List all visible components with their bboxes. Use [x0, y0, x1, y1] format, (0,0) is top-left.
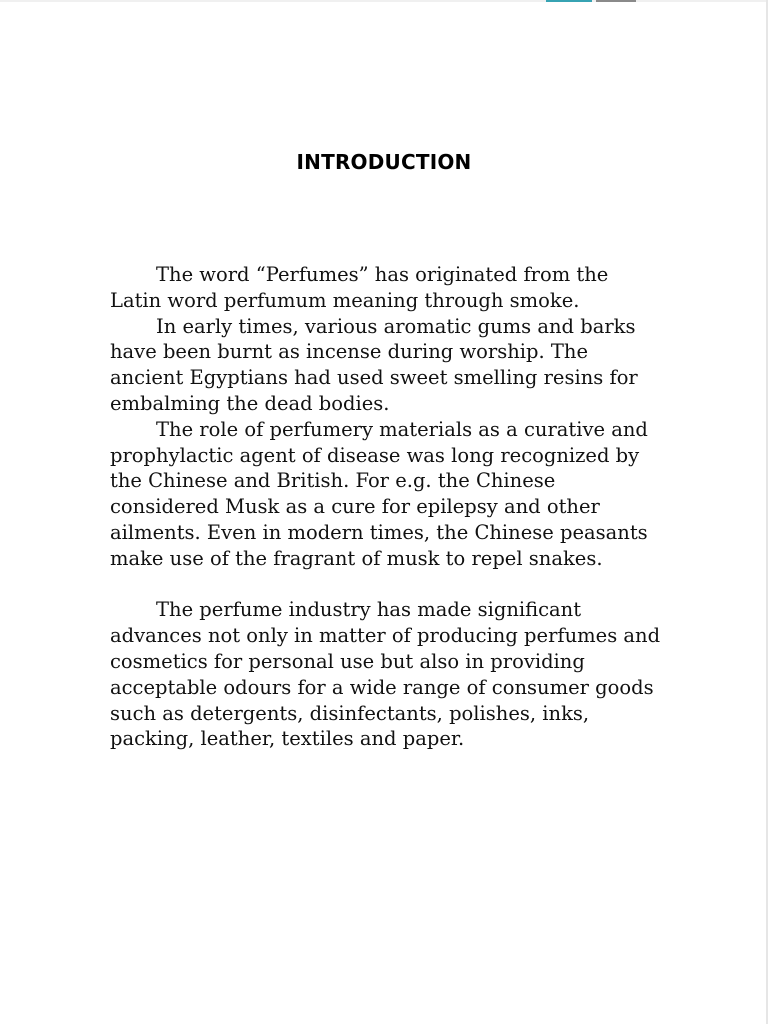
- top-border: [0, 0, 768, 2]
- top-accent-bar: [546, 0, 592, 2]
- paragraph-industry: The perfume industry has made significant advances not only in matter of producing perfumes and cosmetics for personal use but also in providing acceptable odours for a wide range of consumer goods such as detergents, disinfectants, polishes, inks, packing, leather, textiles and paper.: [110, 598, 661, 751]
- paragraph-early-times: In early times, various aromatic gums and barks have been burnt as incense during worship. The ancient Egyptians had used sweet smelling resins for embalming the dead bodies.: [110, 314, 638, 415]
- top-accent-bar-secondary: [596, 0, 636, 2]
- document-body: [110, 262, 662, 752]
- paragraph-origin: The word “Perfumes” has originated from the Latin word perfumum meaning through smoke.: [110, 263, 609, 312]
- paragraph-curative-role: The role of perfumery materials as a curative and prophylactic agent of disease was long recognized by the Chinese and British. For e.g. the Chinese considered Musk as a cure for epilepsy and other ailments. Even in modern times, the Chinese peasants make use of the fragrant of musk to repel snakes.: [110, 417, 648, 570]
- page-title: INTRODUCTION: [296, 150, 472, 174]
